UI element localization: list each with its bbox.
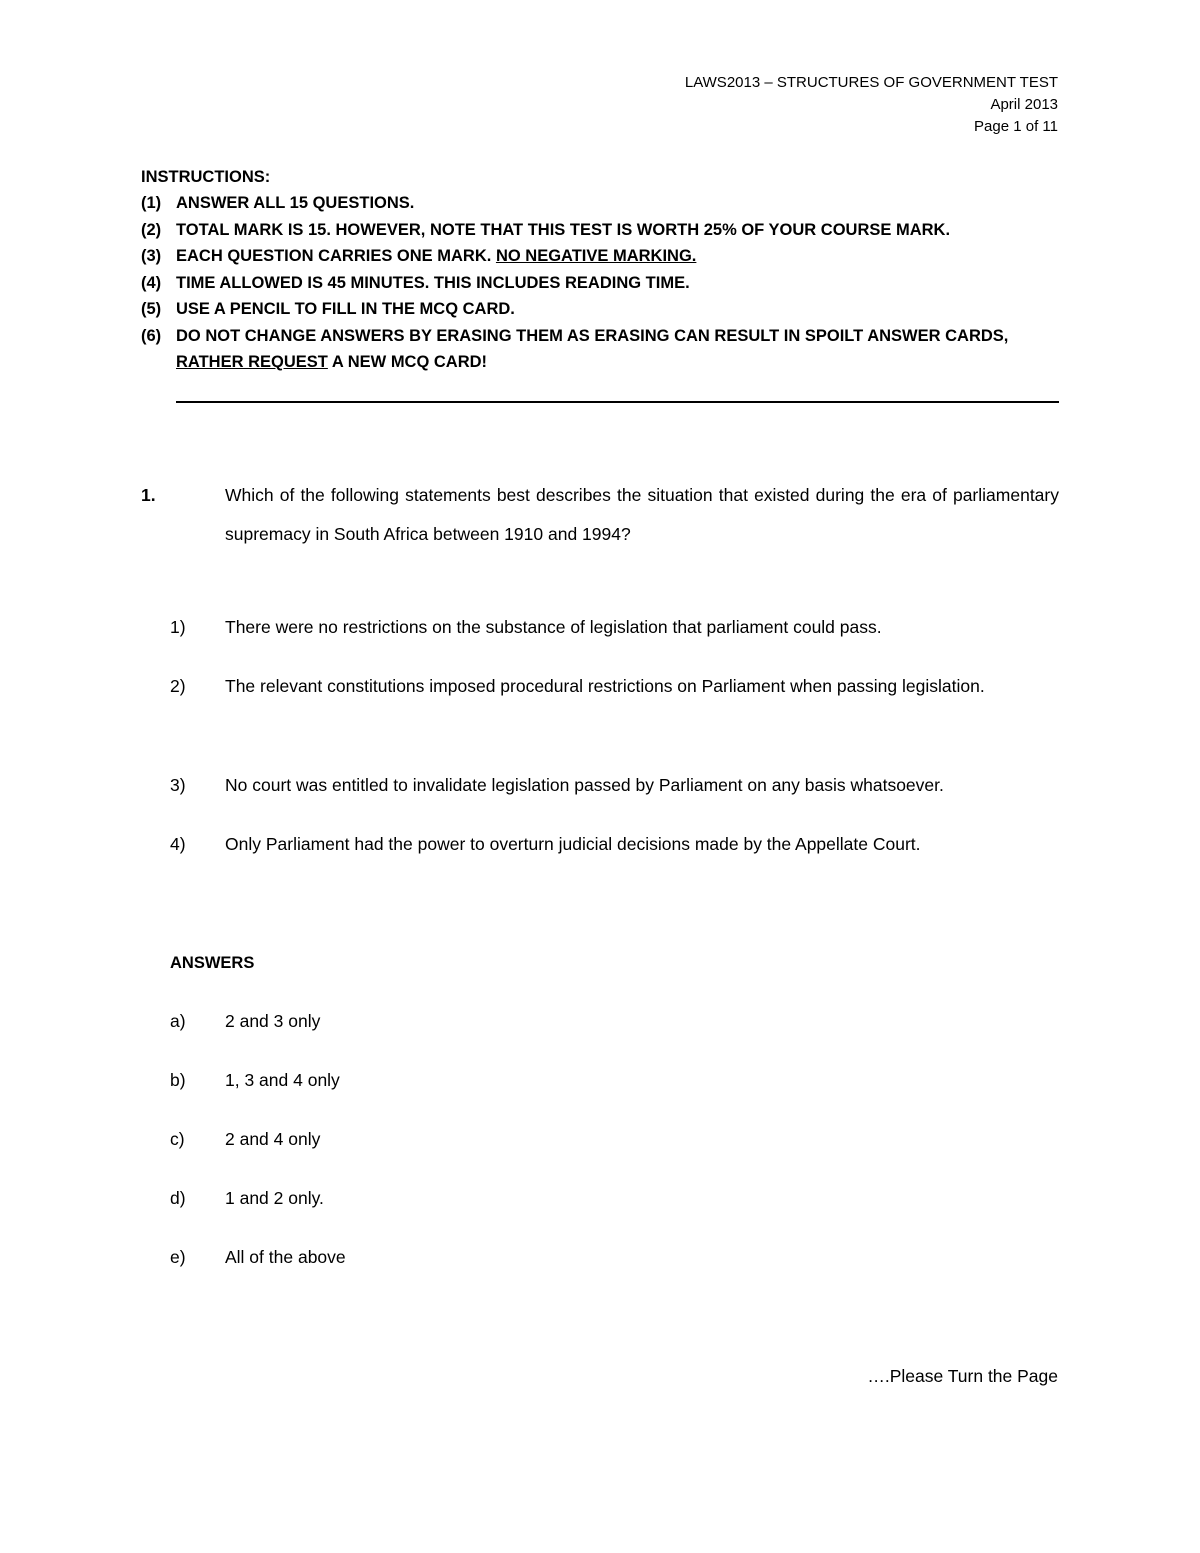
statement-number: 4) <box>170 834 186 854</box>
instruction-item <box>141 217 1059 244</box>
section-divider <box>176 401 1059 403</box>
instruction-text: TOTAL MARK IS 15. HOWEVER, NOTE THAT THIS TEST IS WORTH 25% OF YOUR COURSE MARK. <box>176 220 951 239</box>
statement-number: 3) <box>170 775 186 795</box>
instruction-text: USE A PENCIL TO FILL IN THE MCQ CARD. <box>176 300 515 318</box>
statement-text: The relevant constitutions imposed procedural restrictions on Parliament when passing legislation. <box>225 676 985 696</box>
answer-text: 2 and 4 only <box>225 1129 321 1149</box>
underlined-emphasis: RATHER REQUEST <box>176 353 328 371</box>
instruction-number: (4) <box>141 273 162 292</box>
answer-letter: a) <box>170 1011 186 1031</box>
instruction-item <box>141 190 1059 217</box>
statement-number: 2) <box>170 676 186 696</box>
statement-item <box>170 667 1059 706</box>
statement-text: There were no restrictions on the substance of legislation that parliament could pass. <box>225 617 882 637</box>
answer-letter: c) <box>170 1129 185 1149</box>
instruction-number: (3) <box>141 247 162 265</box>
instruction-text-part: A NEW MCQ CARD! <box>327 353 488 371</box>
answer-option <box>170 1179 1059 1218</box>
instruction-number: (1) <box>141 194 162 212</box>
instruction-item <box>141 296 1059 323</box>
instruction-item <box>141 323 1059 376</box>
answer-text: 1, 3 and 4 only <box>225 1070 340 1090</box>
statement-item <box>170 766 1059 805</box>
answer-option <box>170 1002 1059 1041</box>
instruction-text <box>176 323 1059 376</box>
instructions-title: INSTRUCTIONS: <box>141 168 271 186</box>
underlined-emphasis: NO NEGATIVE MARKING. <box>495 247 697 265</box>
answer-letter: b) <box>170 1070 186 1090</box>
question-text: Which of the following statements best describes the situation that existed during the era of parliamentary supremacy in South Africa between 1910 and 1994? <box>225 485 1059 544</box>
answer-letter: e) <box>170 1247 186 1267</box>
instructions-block <box>141 164 1059 376</box>
page-footer: ….Please Turn the Page <box>867 1366 1058 1386</box>
question-1 <box>141 476 1059 554</box>
answer-option <box>170 1238 1059 1277</box>
course-title: LAWS2013 – STRUCTURES OF GOVERNMENT TEST <box>684 74 1058 91</box>
statement-text: Only Parliament had the power to overturn judicial decisions made by the Appellate Court. <box>225 834 921 854</box>
answer-option <box>170 1061 1059 1100</box>
instruction-number: (2) <box>141 220 162 239</box>
instruction-text <box>176 243 1059 270</box>
answer-letter: d) <box>170 1188 186 1208</box>
answers-heading: ANSWERS <box>170 954 255 972</box>
answer-text: All of the above <box>225 1247 346 1267</box>
answer-text: 1 and 2 only. <box>225 1188 324 1208</box>
instruction-number: (6) <box>141 326 162 345</box>
instruction-text-part: DO NOT CHANGE ANSWERS BY ERASING THEM AS ERASING CAN RESULT IN SPOILT ANSWER CARDS, <box>176 326 1009 345</box>
test-date: April 2013 <box>990 96 1058 113</box>
statement-item <box>170 608 1059 647</box>
page-header <box>685 72 1058 138</box>
statement-item <box>170 825 1059 864</box>
instruction-item <box>141 270 1059 297</box>
instruction-text-part: EACH QUESTION CARRIES ONE MARK. <box>176 247 496 265</box>
answer-text: 2 and 3 only <box>225 1011 321 1031</box>
question-number: 1. <box>141 485 156 505</box>
instruction-number: (5) <box>141 300 162 318</box>
instruction-text: ANSWER ALL 15 QUESTIONS. <box>176 194 415 212</box>
instruction-text: TIME ALLOWED IS 45 MINUTES. THIS INCLUDES READING TIME. <box>176 273 690 292</box>
statement-text: No court was entitled to invalidate legislation passed by Parliament on any basis whatsoever. <box>225 775 944 795</box>
answer-option <box>170 1120 1059 1159</box>
instruction-item <box>141 243 1059 270</box>
statement-number: 1) <box>170 617 186 637</box>
page-number: Page 1 of 11 <box>974 118 1058 135</box>
